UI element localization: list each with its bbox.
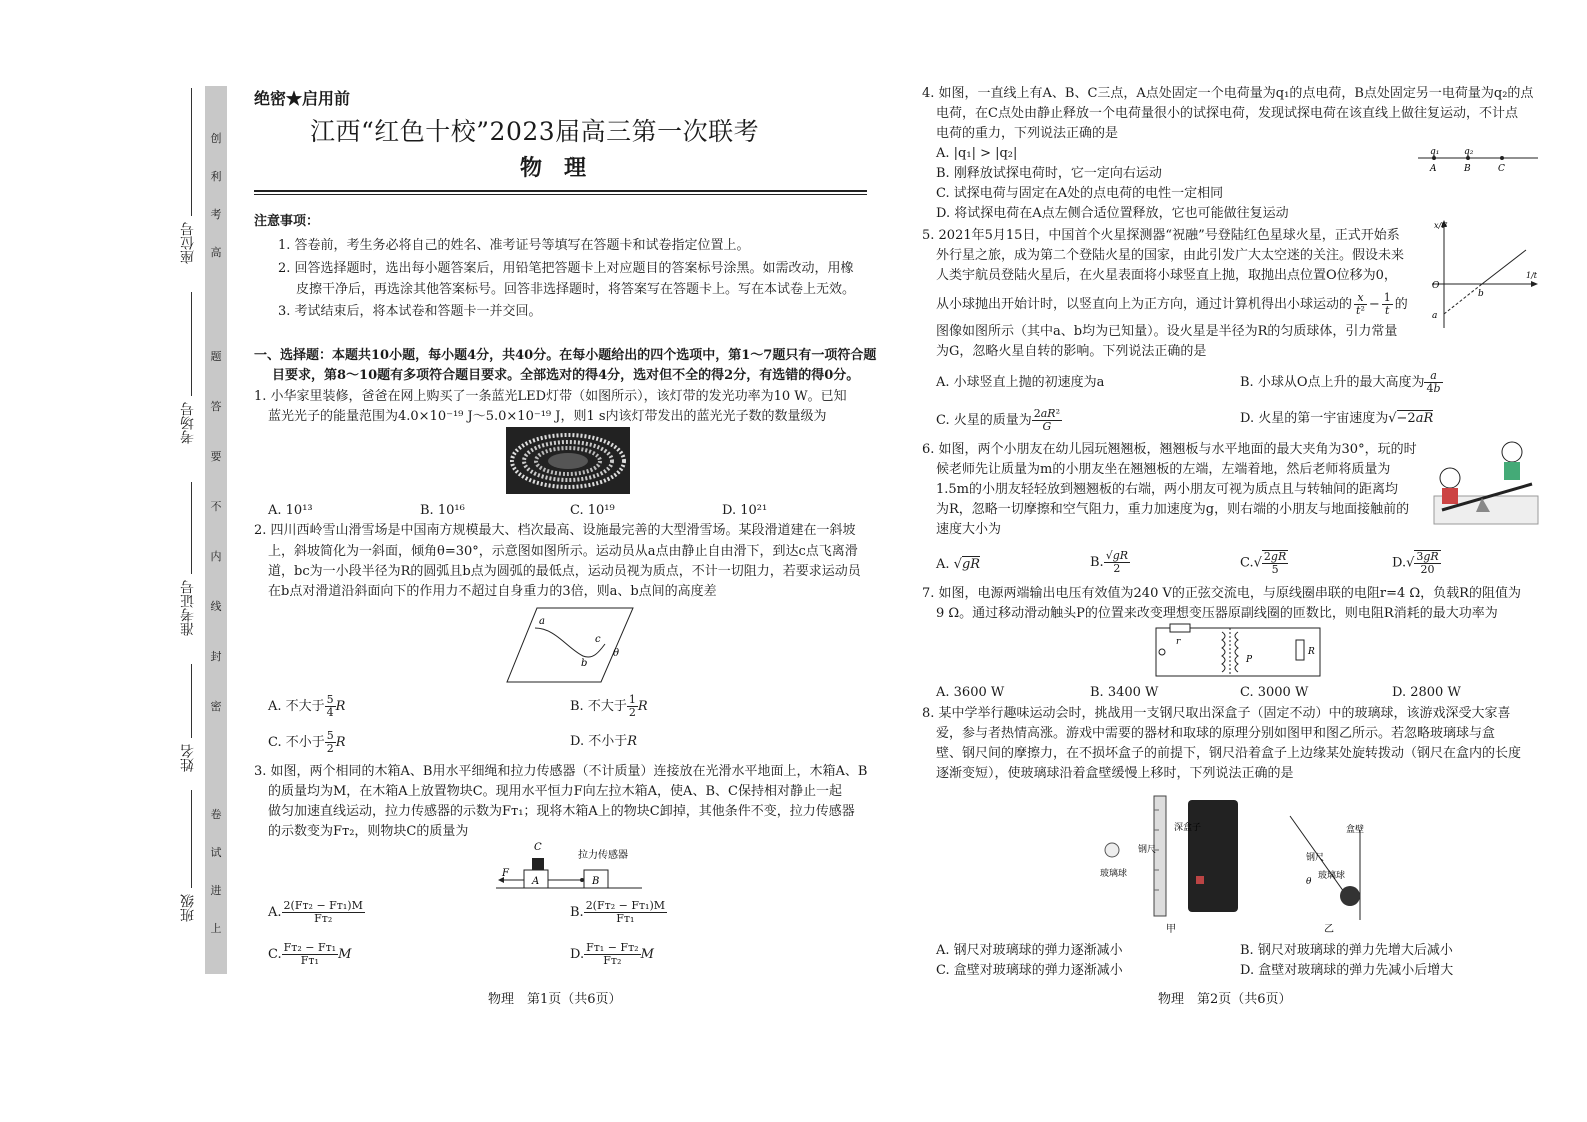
q8-stem: 逐渐变短），使玻璃球沿着盒壁缓慢上移时，下列说法正确的是 [936,766,1294,781]
q3-option-b: B. $\frac{\text{2(Fᴛ₂ − Fᴛ₁)M}}{\text{Fᴛ₁}}$ [570,899,665,925]
graph-b: b [1478,289,1484,299]
strip-char: 内 [210,550,222,563]
q7-option-a: A. 3600 W [936,685,1005,700]
section-intro: 一、选择题：本题共10小题，每小题4分，共40分。在每小题给出的四个选项中，第1～7题只有一项符合题 [254,348,877,363]
q2-option-a: A. 不大于 $\frac{5}{4}$ R [268,693,346,719]
charges-line-figure [1416,144,1540,174]
strip-char: 答 [210,400,222,413]
circuit-R: R [1308,647,1315,657]
q6-stem: 6. 如图，两个小朋友在幼儿园玩翘翘板，翘翘板与水平地面的最大夹角为30°，玩的时 [922,442,1417,457]
fig-jia-label: 甲 [1166,924,1176,935]
q5-stem: 5. 2021年5月15日，中国首个火星探测器“祝融”号登陆红色星球火星，正式开始系 [922,228,1400,243]
q6-option-a: A. √gR [936,557,981,572]
section-intro-2: 目要求，第8～10题有多项符合题目要求。全部选对的得4分，选对但不全的得2分，有选错的得0分。 [272,368,860,383]
q4-stem: 电荷，在C点处由静止释放一个电荷量很小的试探电荷，发现试探电荷在该直线上做往复运动，不计点 [936,106,1518,121]
q1-option-c: C. 10¹⁹ [570,503,615,518]
strip-char: 要 [210,450,222,463]
q7-stem: 9 Ω。通过移动滑动触头P的位置来改变理想变压器原副线圈的匝数比，则电阻R消耗的最大功率为 [936,606,1498,621]
notice-item: 1. 答卷前，考生务必将自己的姓名、准考证号等填写在答题卡和试卷指定位置上。 [278,238,750,253]
fig-label-sensor: 拉力传感器 [578,850,628,861]
q5-graph [1422,214,1540,332]
q4-stem: 4. 如图，一直线上有A、B、C三点，A点处固定一个电荷量为q₁的点电荷，B点处固定另一电荷量为q₂的点 [922,86,1534,101]
q8-option-d: D. 盒壁对玻璃球的弹力先减小后增大 [1240,963,1454,978]
fig-ruler2-label: 钢尺 [1306,853,1325,863]
fig-q1: q₁ [1430,147,1440,157]
fig-label-b: b [581,658,588,669]
principle-figure [1284,810,1384,936]
q2-stem: 道，bc为一小段半径为R的圆弧且b点为圆弧的最低点，运动员视为质点，不计一切阻力，若要求运动员 [268,564,861,579]
class-line [191,790,192,888]
fig-ball-label: 玻璃球 [1100,869,1128,879]
notice-heading: 注意事项： [254,214,320,229]
strip-char: 考 [210,208,222,221]
q5-option-c: C. 火星的质量为 $\frac{\text{2aR²}}{G}$ [936,407,1061,433]
fig-label-c: c [595,634,601,645]
q6-option-b: B. $\frac{√gR}{2}$ [1090,549,1129,575]
q7-stem: 7. 如图，电源两端输出电压有效值为240 V的正弦交流电，与原线圈串联的电阻r=4 Ω，负载R的阻值为 [922,586,1521,601]
seesaw-figure [1432,436,1542,526]
room-number-label: 考场号 [180,402,196,444]
q5-stem: 人类宇航员登陆火星后，在火星表面将小球竖直上抛，取抛出点位置O位移为0， [936,268,1397,283]
q4-option-c: C. 试探电荷与固定在A处的点电荷的电性一定相同 [936,186,1224,201]
page-footer-left: 物理 第1页（共6页） [488,992,622,1007]
q6-option-c: C.√ $\frac{2gR}{5}$ [1240,550,1287,576]
notice-item: 皮擦干净后，再选涂其他答案标号。回答非选择题时，将答案写在答题卡上。写在本试卷上无效。 [296,282,856,297]
fig-theta-label: θ [1306,877,1312,887]
fig-ruler-label: 钢尺 [1138,845,1157,855]
circuit-r: r [1176,637,1181,647]
q5-stem: 为G，忽略火星自转的影响。下列说法正确的是 [936,344,1207,359]
header-rule-thin [254,194,867,195]
q5-stem: 外行星之旅，成为第二个登陆火星的国家，由此引发广大太空迷的关注。假设未来 [936,248,1405,263]
q2-option-c: C. 不小于 $\frac{5}{2}$ R [268,729,346,755]
exam-id-label: 准考证号 [180,580,196,636]
room-number-line [191,292,192,396]
header-rule [254,190,867,192]
fig-label-theta: θ [613,648,620,659]
fig-yi-label: 乙 [1324,924,1334,935]
fig-label-B: B [592,876,600,887]
binding-strip [205,86,227,974]
q5-option-a: A. 小球竖直上抛的初速度为a [936,375,1105,390]
q6-stem: 1.5m的小朋友轻轻放到翘翘板的右端，两小朋友可视为质点且与转轴间的距离均 [936,482,1399,497]
fig-C: C [1498,164,1505,174]
q4-option-d: D. 将试探电荷在A点左侧合适位置释放，它也可能做往复运动 [936,206,1289,221]
q4-option-a: A. |q₁| > |q₂| [936,146,1018,161]
q6-stem: 速度大小为 [936,522,1002,537]
strip-char: 题 [210,350,222,363]
graph-a: a [1432,311,1438,321]
notice-item: 3. 考试结束后，将本试卷和答题卡一并交回。 [278,304,542,319]
fig-label-a: a [539,616,545,627]
circuit-P: P [1246,655,1253,665]
q3-option-c: C. $\frac{\text{Fᴛ₂ − Fᴛ₁}}{\text{Fᴛ₁}}$ M [268,941,352,967]
q8-stem: 爱，参与者热情高涨。游戏中需要的器材和取球的原理分别如图甲和图乙所示。若忽略玻璃球与盒 [936,726,1496,741]
strip-char: 试 [210,846,222,859]
q8-option-c: C. 盒壁对玻璃球的弹力逐渐减小 [936,963,1123,978]
q5-option-b: B. 小球从O点上升的最大高度为 $\frac{a}{4b}$ [1240,369,1441,395]
q8-stem: 8. 某中学举行趣味运动会时，挑战用一支钢尺取出深盒子（固定不动）中的玻璃球，该游戏深受大家喜 [922,706,1511,721]
q3-option-d: D. $\frac{\text{Fᴛ₁ − Fᴛ₂}}{\text{Fᴛ₂}}$ M [570,941,654,967]
fig-B: B [1464,164,1471,174]
strip-char: 密 [210,700,222,713]
name-label: 姓名 [180,744,196,772]
q2-option-d: D. 不小于R [570,734,638,749]
q3-stem: 做匀加速直线运动，拉力传感器的示数为Fᴛ₁；现将木箱A上的物块C卸掉，其他条件不变，拉力传感器 [268,804,855,819]
q5-option-d: D. 火星的第一宇宙速度为√−2aR [1240,411,1434,426]
q3-option-a: A. $\frac{\text{2(Fᴛ₂ − Fᴛ₁)M}}{\text{Fᴛ₂}}$ [268,899,363,925]
seat-number-label: 座位号 [180,222,196,264]
strip-char: 上 [210,922,222,935]
q3-stem: 3. 如图，两个相同的木箱A、B用水平细绳和拉力传感器（不计质量）连接放在光滑水平地面上，木箱A、B [254,764,868,779]
q8-option-b: B. 钢尺对玻璃球的弹力先增大后减小 [1240,943,1453,958]
fig-box-label: 深盒子 [1174,823,1202,833]
q8-stem: 壁、钢尺间的摩擦力，在不损坏盒子的前提下，钢尺沿着盒子上边缘某处旋转拨动（钢尺在盒内的长度 [936,746,1522,761]
fig-label-A: A [532,876,540,887]
transformer-circuit [1152,622,1322,680]
page-footer-right: 物理 第2页（共6页） [1158,992,1292,1007]
q1-stem: 蓝光光子的能量范围为4.0×10⁻¹⁹ J～5.0×10⁻¹⁹ J，则1 s内该灯带发出的蓝光光子数的数量级为 [268,409,827,424]
led-strip-photo [506,427,630,494]
q7-option-b: B. 3400 W [1090,685,1159,700]
q5-stem: 从小球抛出开始计时，以竖直向上为正方向，通过计算机得出小球运动的 $\frac{x}{\text{t²}}$ − $\frac{1}{t}$ 的 [936,291,1408,317]
fig-label-C: C [534,842,542,853]
strip-char: 不 [210,500,222,513]
q6-option-d: D.√ $\frac{3gR}{20}$ [1392,550,1439,576]
fig-ball2-label: 玻璃球 [1318,871,1346,881]
strip-char: 卷 [210,808,222,821]
q1-stem: 1. 小华家里装修，爸爸在网上购买了一条蓝光LED灯带（如图所示），该灯带的发光功率为10 W。已知 [254,389,847,404]
q1-option-a: A. 10¹³ [268,503,313,518]
fig-q2: q₂ [1464,147,1474,157]
q7-option-c: C. 3000 W [1240,685,1309,700]
q1-option-d: D. 10²¹ [722,503,768,518]
strip-char: 线 [210,600,222,613]
q2-stem: 2. 四川西岭雪山滑雪场是中国南方规模最大、档次最高、设施最完善的大型滑雪场。某段滑道建在一斜坡 [254,523,856,538]
q3-stem: 的质量均为M，在木箱A上放置物块C。现用水平恒力F向左拉木箱A，使A、B、C保持相对静止一起 [268,784,842,799]
q1-option-b: B. 10¹⁶ [420,503,465,518]
q4-stem: 电荷的重力，下列说法正确的是 [936,126,1119,141]
q6-stem: 为R，忽略一切摩擦和空气阻力，重力加速度为g，则右端的小朋友与地面接触前的 [936,502,1410,517]
seat-number-line [191,88,192,216]
subject-title: 物 理 [520,155,587,181]
exam-title: 江西“红色十校”2023届高三第一次联考 [310,117,760,146]
notice-item: 2. 回答选择题时，选出每小题答案后，用铅笔把答题卡上对应题目的答案标号涂黑。如需改动，用橡 [278,261,854,276]
q2-option-b: B. 不大于 $\frac{1}{2}$ R [570,693,648,719]
fig-A: A [1430,164,1437,174]
strip-char: 高 [210,246,222,259]
ski-slope-figure [505,604,635,686]
strip-char: 创 [210,132,222,145]
exam-id-line [191,482,192,574]
fig-label-F: F [502,868,509,879]
q7-option-d: D. 2800 W [1392,685,1461,700]
graph-origin: O [1432,281,1440,291]
q5-stem: 图像如图所示（其中a、b均为已知量）。设火星是半径为R的匀质球体，引力常量 [936,324,1398,339]
game-equipment-figure [1096,790,1246,936]
graph-xlabel: 1/t [1526,271,1537,280]
secret-label: 绝密★启用前 [254,89,351,108]
strip-char: 进 [210,884,222,897]
class-label: 班级 [180,894,196,922]
q6-stem: 候老师先让质量为m的小朋友坐在翘翘板的左端，左端着地，然后老师将质量为 [936,462,1391,477]
fig-wall-label: 盒壁 [1346,825,1365,835]
q8-option-a: A. 钢尺对玻璃球的弹力逐渐减小 [936,943,1123,958]
q3-stem: 的示数变为Fᴛ₂，则物块C的质量为 [268,824,469,839]
strip-char: 封 [210,650,222,663]
q2-stem: 上，斜坡简化为一斜面，倾角θ=30°，示意图如图所示。运动员从a点由静止自由滑下，到达c点飞离滑 [268,544,858,559]
strip-char: 利 [210,170,222,183]
graph-ylabel: x/t² [1434,221,1448,230]
boxes-figure [494,838,644,894]
q2-stem: 在b点对滑道沿斜面向下的作用力不超过自身重力的3倍，则a、b点间的高度差 [268,584,717,599]
name-line [191,664,192,738]
q4-option-b: B. 刚释放试探电荷时，它一定向右运动 [936,166,1162,181]
